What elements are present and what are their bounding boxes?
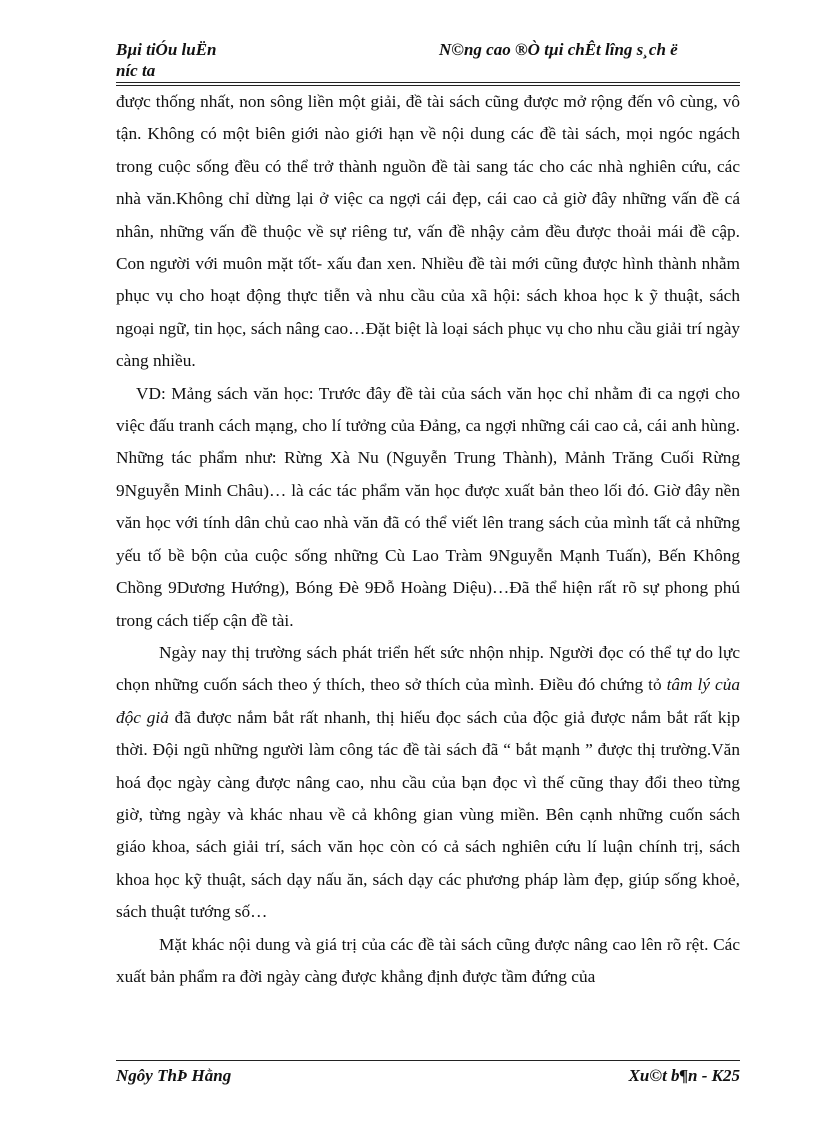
paragraph-3-start: Ngày nay thị trường sách phát triển hết sức nhộn nhịp. Người đọc có thể tự do lực chọn những cuốn sách theo ý thích, theo sở thích của mình. Điều đó chứng tỏ [116,642,740,695]
paragraph-1: được thống nhất, non sông liền một giải, đề tài sách cũng được mở rộng đến vô cùng, vô tận. Không có một biên giới nào giới hạn về nội dung các đề tài sách, mọi ngóc ngách trong cuộc sống đều có thể trở thành nguồn đề tài sang tác cho các nhà nghiên cứu, các nhà văn.Không chỉ dừng lại ở việc ca ngợi cái đẹp, cái cao cả giờ đây những vấn đề cá nhân, những vấn đề thuộc về sự riêng tư, vấn đề nhậy cảm đều được thoải mái đề cập. Con người với muôn mặt tốt- xấu đan xen. Nhiều đề tài mới cũng được hình thành nhằm phục vụ cho hoạt động thực tiễn và nhu cầu của xã hội: sách khoa học k ỹ thuật, sách ngoại ngữ, tin học, sách nâng cao…Đặt biệt là loại sách phục vụ cho nhu cầu giải trí ngày càng nhiều. [116,92,740,371]
paragraph-3-italic: tâm lý của độc giả [116,675,740,727]
footer-class: Xu©t b¶n - K25 [628,1066,740,1085]
header-right-title: N©ng cao ®Ò tµi chÊt lîng s¸ch ë [439,40,678,59]
paragraph-2: VD: Mảng sách văn học: Trước đây đề tài của sách văn học chỉ nhằm đi ca ngợi cho việc đấu tranh cách mạng, cho lí tưởng của Đảng, ca ngợi những cái cao cả, cái anh hùng. Những tác phẩm như: Rừng Xà Nu (Nguyễn Trung Thành), Mảnh Trăng Cuối Rừng 9Nguyễn Minh Châu)… là các tác phẩm văn học được xuất bản theo lối đó. Giờ đây nền văn học với tính dân chủ cao nhà văn đã có thể viết lên trang sách của mình tất cả những yếu tố bề bộn của cuộc sống những Cù Lao Tràm 9Nguyễn Mạnh Tuấn), Bến Không Chồng 9Dương Hướng), Bóng Đè 9Đỗ Hoàng Diệu)…Đã thể hiện rất rõ sự phong phú trong cách tiếp cận đề tài. [116,383,740,630]
paragraph-3 [116,637,740,929]
paragraph-4: Mặt khác nội dung và giá trị của các đề tài sách cũng được nâng cao lên rõ rệt. Các xuất bản phẩm ra đời ngày càng được khẳng định được tầm đứng của [116,934,740,986]
footer-rule [116,1060,740,1061]
footer-author: Ngôy ThÞ Hằng [116,1066,232,1085]
document-body [116,86,740,993]
paragraph-3-end: đã được nắm bắt rất nhanh, thị hiếu đọc sách của độc giả được nắm bắt rất kịp thời. Đội ngũ những người làm công tác đề tài sách đã “ bắt mạnh ” được thị trường.Văn hoá đọc ngày càng được nâng cao, nhu cầu của bạn đọc vì thế cũng thay đổi theo từng giờ, từng ngày và khác nhau về cả không gian vùng miền. Bên cạnh những cuốn sách giáo khoa, sách giải trí, sách văn học còn có cả sách nghiên cứu lí luận chính trị, sách khoa học kỹ thuật, sách dạy nấu ăn, sách dạy các phương pháp làm đẹp, giúp sống khoẻ, sách thuật tướng số… [116,707,740,922]
header-rule [116,82,740,83]
header-left-title: Bµi tiÓu luËn níc ta [116,40,217,80]
